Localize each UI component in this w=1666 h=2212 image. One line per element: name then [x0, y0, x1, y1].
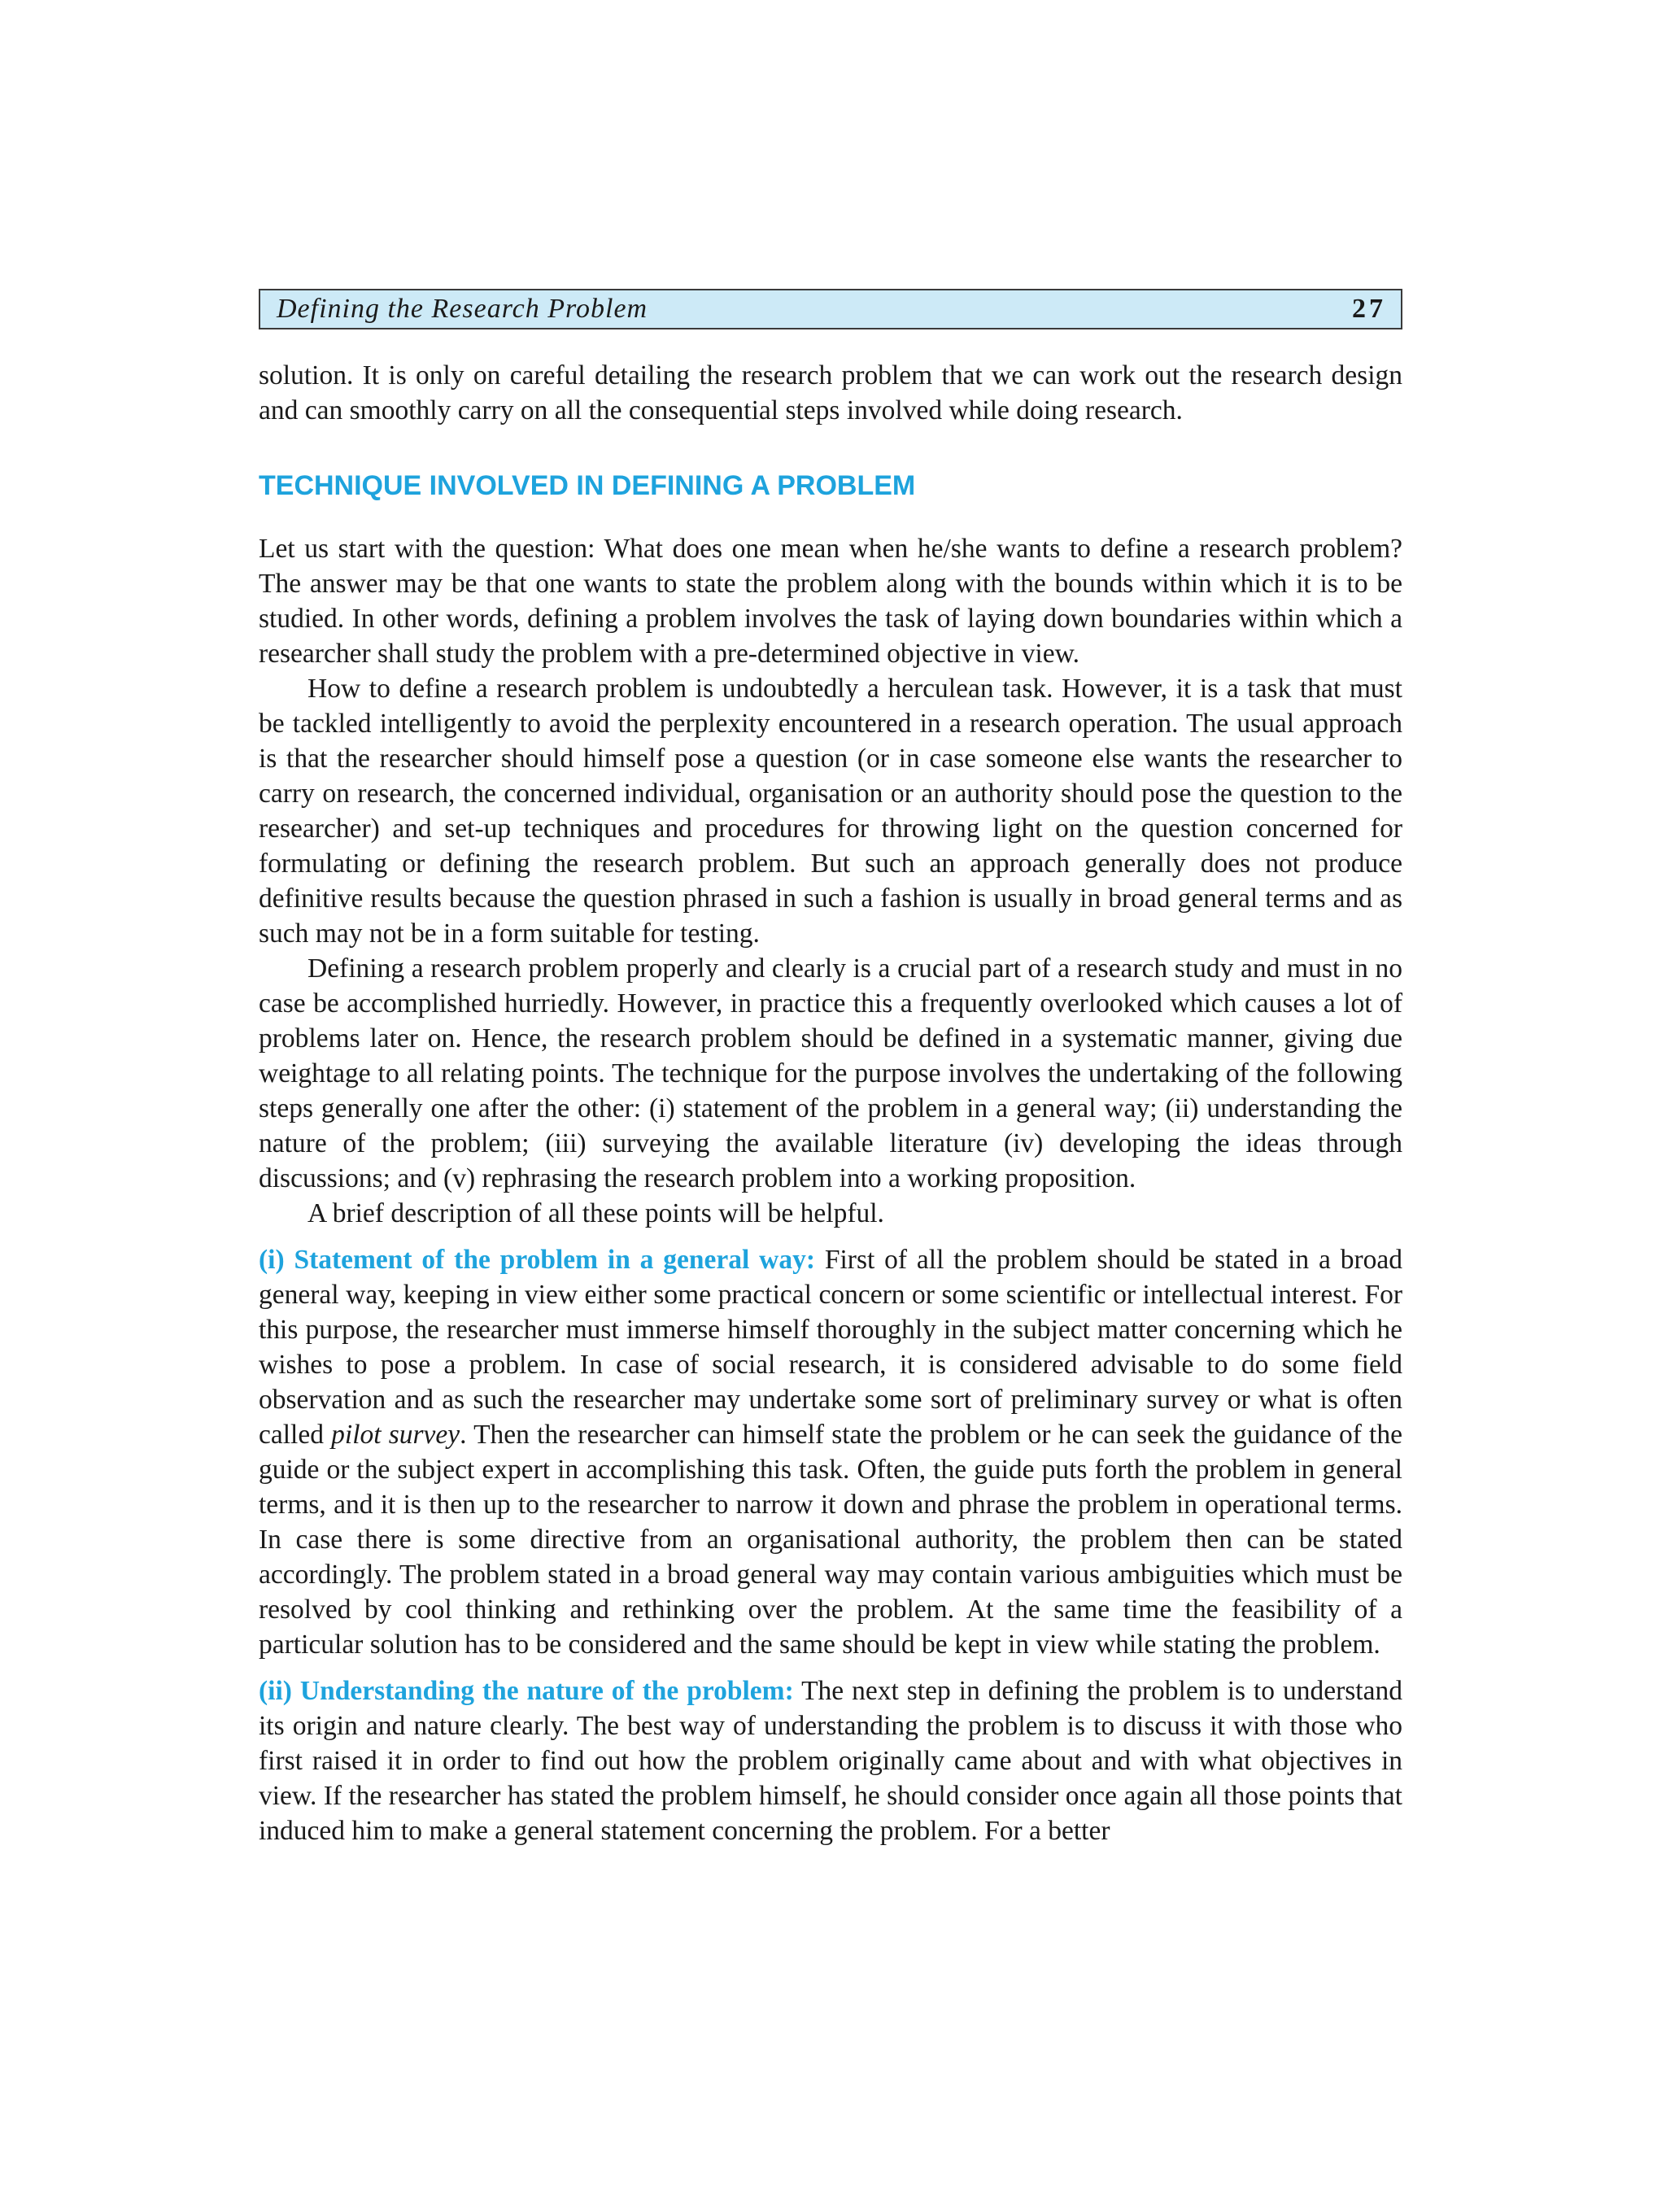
pilot-survey-term: pilot survey — [331, 1420, 460, 1450]
subsection-text-statement-part1: First of all the problem should be stated in a broad general way, keeping in view either some practical concern or some scientific or intellectual interest. For this purpose, the researcher must immerse himself thoroughly in the subject matter concerning which he wishes to pose a problem. In case of social research, it is considered advisable to do some field observation and as such the researcher may undertake some sort of preliminary survey or what is often called — [259, 1245, 1403, 1450]
section-paragraph-4: A brief description of all these points will be helpful. — [307, 1198, 884, 1228]
subsection-text-statement-part2: . Then the researcher can himself state the problem or he can seek the guidance of the guide or the subject expert in accomplishing this task. Often, the guide puts forth the problem in general terms, and it is then up to the researcher to narrow it down and phrase the problem in operational terms. In case there is some directive from an organisational authority, the problem then can be stated accordingly. The problem stated in a broad general way may contain various ambiguities which must be resolved by cool thinking and rethinking over the problem. At the same time the feasibility of a particular solution has to be considered and the same should be kept in view while stating the problem. — [259, 1420, 1402, 1660]
section-paragraph-1: Let us start with the question: What does one mean when he/she wants to define a research problem? The answer may be that one wants to state the problem along with the bounds within which it is to be studied. In other words, defining a problem involves the task of laying down boundaries within which a researcher shall study the problem with a pre-determined objective in view. — [259, 534, 1402, 669]
section-paragraph-2: How to define a research problem is undoubtedly a herculean task. However, it is a task that must be tackled intelligently to avoid the perplexity encountered in a research operation. The usual approach is that the researcher should himself pose a question (or in case someone else wants the researcher to carry on research, the concerned individual, organisation or an authority should pose the question to the researcher) and set-up techniques and procedures for throwing light on the question concerned for formulating or defining the research problem. But such an approach generally does not produce definitive results because the question phrased in such a fashion is usually in broad general terms and as such may not be in a form suitable for testing. — [259, 674, 1402, 949]
subsection-text-understanding: The next step in defining the problem is to understand its origin and nature clearly. The best way of understanding the problem is to discuss it with those who first raised it in order to find out how the problem originally came about and with what objectives in view. If the researcher has stated the problem himself, he should consider once again all those points that induced him to make a general statement concerning the problem. For a better — [259, 1676, 1402, 1846]
opening-paragraph: solution. It is only on careful detailing the research problem that we can work out the research design and can smoothly carry on all the consequential steps involved while doing research. — [259, 360, 1402, 425]
running-head — [259, 289, 1402, 329]
section-paragraph-3: Defining a research problem properly and clearly is a crucial part of a research study and must in no case be accomplished hurriedly. However, in practice this a frequently overlooked which causes a lot of problems later on. Hence, the research problem should be defined in a systematic manner, giving due weightage to all relating points. The technique for the purpose involves the undertaking of the following steps generally one after the other: (i) statement of the problem in a general way; (ii) understanding the nature of the problem; (iii) surveying the available literature (iv) developing the ideas through discussions; and (v) rephrasing the research problem into a working proposition. — [259, 953, 1402, 1193]
running-head-title: Defining the Research Problem — [277, 294, 648, 324]
subsection-label-statement: (i) Statement of the problem in a general way: — [259, 1245, 815, 1275]
page-body — [259, 358, 1402, 1848]
subsection-statement-of-problem — [259, 1242, 1402, 1662]
subsection-label-understanding: (ii) Understanding the nature of the problem: — [259, 1676, 794, 1706]
section-heading: TECHNIQUE INVOLVED IN DEFINING A PROBLEM — [259, 470, 916, 501]
page-number: 27 — [1352, 294, 1386, 324]
subsection-understanding-nature — [259, 1673, 1402, 1848]
